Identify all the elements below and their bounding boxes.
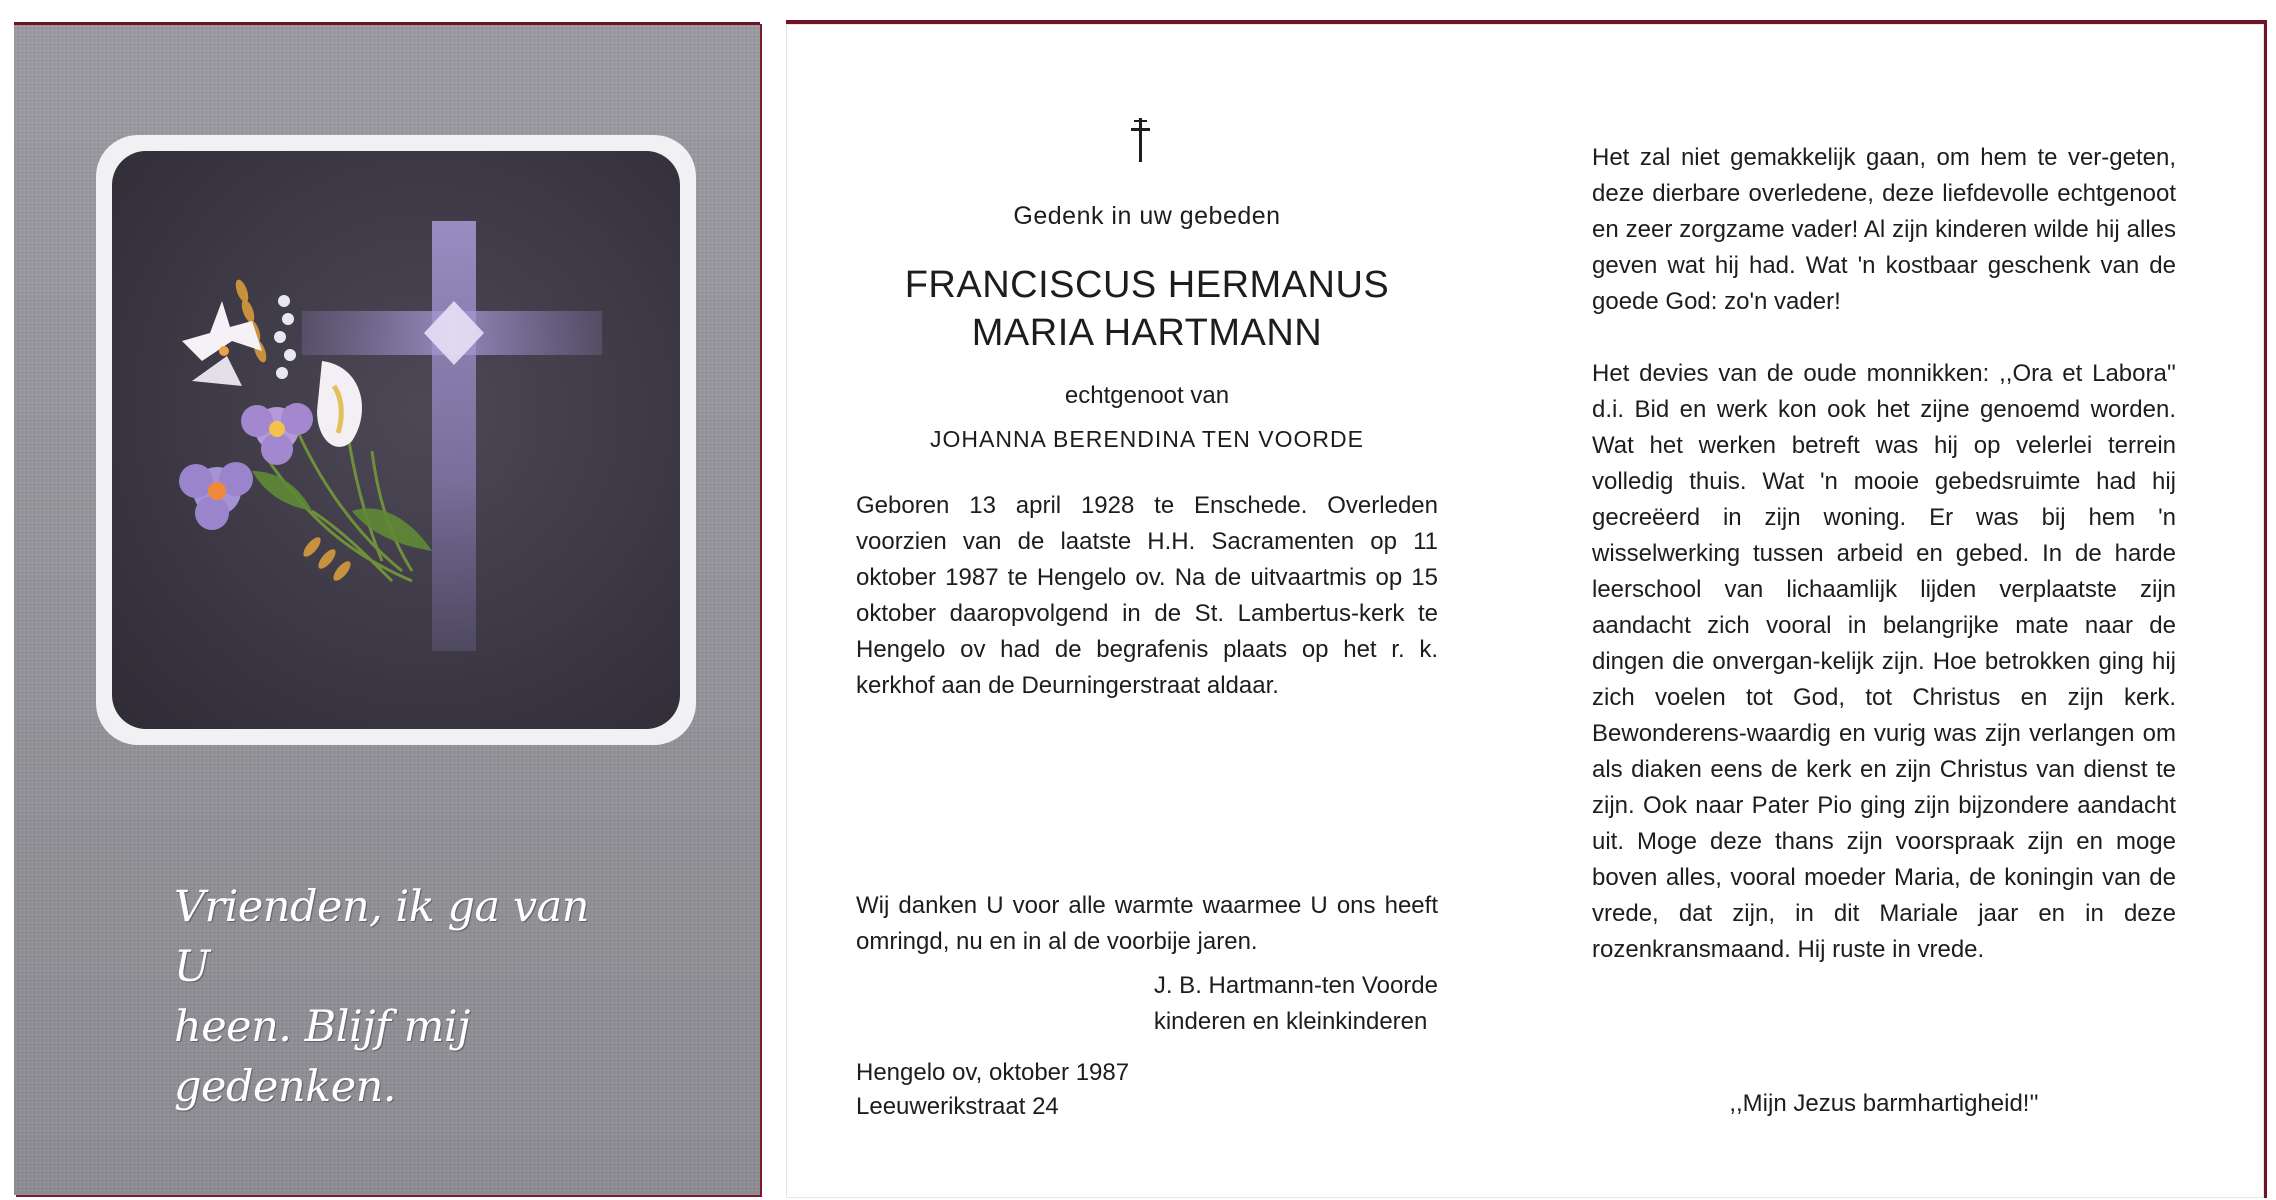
- purple-flower-icon: [241, 403, 313, 465]
- bud-spike-icon: [274, 295, 296, 379]
- deceased-name-line1: FRANCISCUS HERMANUS: [904, 264, 1390, 306]
- meditation-paragraph-2: Het devies van de oude monnikken: ,,Ora et Labora'' d.i. Bid en werk kon ook het zijne genoemd worden. Wat het werken betreft was hij op velerlei terrein volledig thuis. Wat 'n mooie gebedsruimte had hij gecreëerd in zijn woning. Er was bij hem 'n wisselwerking tussen arbeid en gebed. In de harde leerschool van lichaamlijk lijden verplaatste zijn aandacht zich vooral in belangrijke mate naar de dingen die onvergan-kelijk zijn. Hoe betrokken ging hij zich voelen tot God, tot Christus en zijn kerk. Bewonderens-waardig en vurig was zijn verlangen om als diaken eens de kerk en zijn Christus van dienst te zijn. Ook naar Pater Pio ging zijn bijzondere aandacht uit. Moge deze thans zijn voorspraak zijn en moge boven alles, vooral moeder Maria, de koningin van de vrede, dat zijn, in dit Mariale jaar en in deze rozenkransmaand. Hij ruste in vrede.: [1592, 360, 2176, 963]
- front-verse: Vrienden, ik ga van U heen. Blijf mij gedenken.: [174, 882, 589, 1112]
- cross-and-flowers-illustration: [112, 151, 680, 729]
- signature-line2: kinderen en kleinkinderen: [1153, 1008, 1428, 1035]
- right-inside-panel: [1592, 24, 2176, 1198]
- inside-card: [786, 20, 2267, 1198]
- calla-lily-icon: [317, 361, 362, 447]
- spouse-of-label: echtgenoot van: [1064, 382, 1230, 409]
- intro-line: Gedenk in uw gebeden: [1013, 202, 1281, 230]
- signature-block: [1154, 968, 1438, 1040]
- meditation-paragraph-1: Het zal niet gemakkelijk gaan, om hem te ver-geten, deze dierbare overledene, deze liefdevolle echtgenoot en zeer zorgzame vader! Al zijn kinderen wilde hij alles geven wat hij had. Wat 'n kostbaar geschenk van de goede God: zo'n vader!: [1592, 144, 2176, 315]
- left-inside-panel: [856, 24, 1438, 1198]
- spouse-name: JOHANNA BERENDINA TEN VOORDE: [930, 426, 1364, 452]
- place-date-block: [856, 1056, 1129, 1124]
- signature-line1: J. B. Hartmann-ten Voorde: [1153, 972, 1438, 999]
- front-card: [14, 22, 760, 1195]
- illustration-svg: [112, 151, 680, 729]
- thanks-paragraph: Wij danken U voor alle warmte waarmee U ons heeft omringd, nu en in al de voorbije jaren.: [856, 892, 1438, 955]
- dagger-cross-icon: [1126, 116, 1156, 164]
- place-date: Hengelo ov, oktober 1987: [856, 1059, 1130, 1086]
- biography-paragraph: Geboren 13 april 1928 te Enschede. Overleden voorzien van de laatste H.H. Sacramenten op 11 oktober 1987 te Hengelo ov. Na de uitvaartmis op 15 oktober daaropvolgend in de St. Lambertus-kerk te Hengelo ov had de begrafenis plaats op het r. k. kerkhof aan de Deurningerstraat aldaar.: [856, 492, 1438, 699]
- deceased-name-line2: MARIA HARTMANN: [971, 312, 1323, 354]
- closing-prayer: ,,Mijn Jezus barmhartigheid!'': [1729, 1090, 2039, 1117]
- meditation-text: [1592, 140, 2176, 968]
- address: Leeuwerikstraat 24: [856, 1093, 1059, 1120]
- purple-flower-icon: [179, 462, 253, 530]
- picture-frame: [96, 135, 696, 745]
